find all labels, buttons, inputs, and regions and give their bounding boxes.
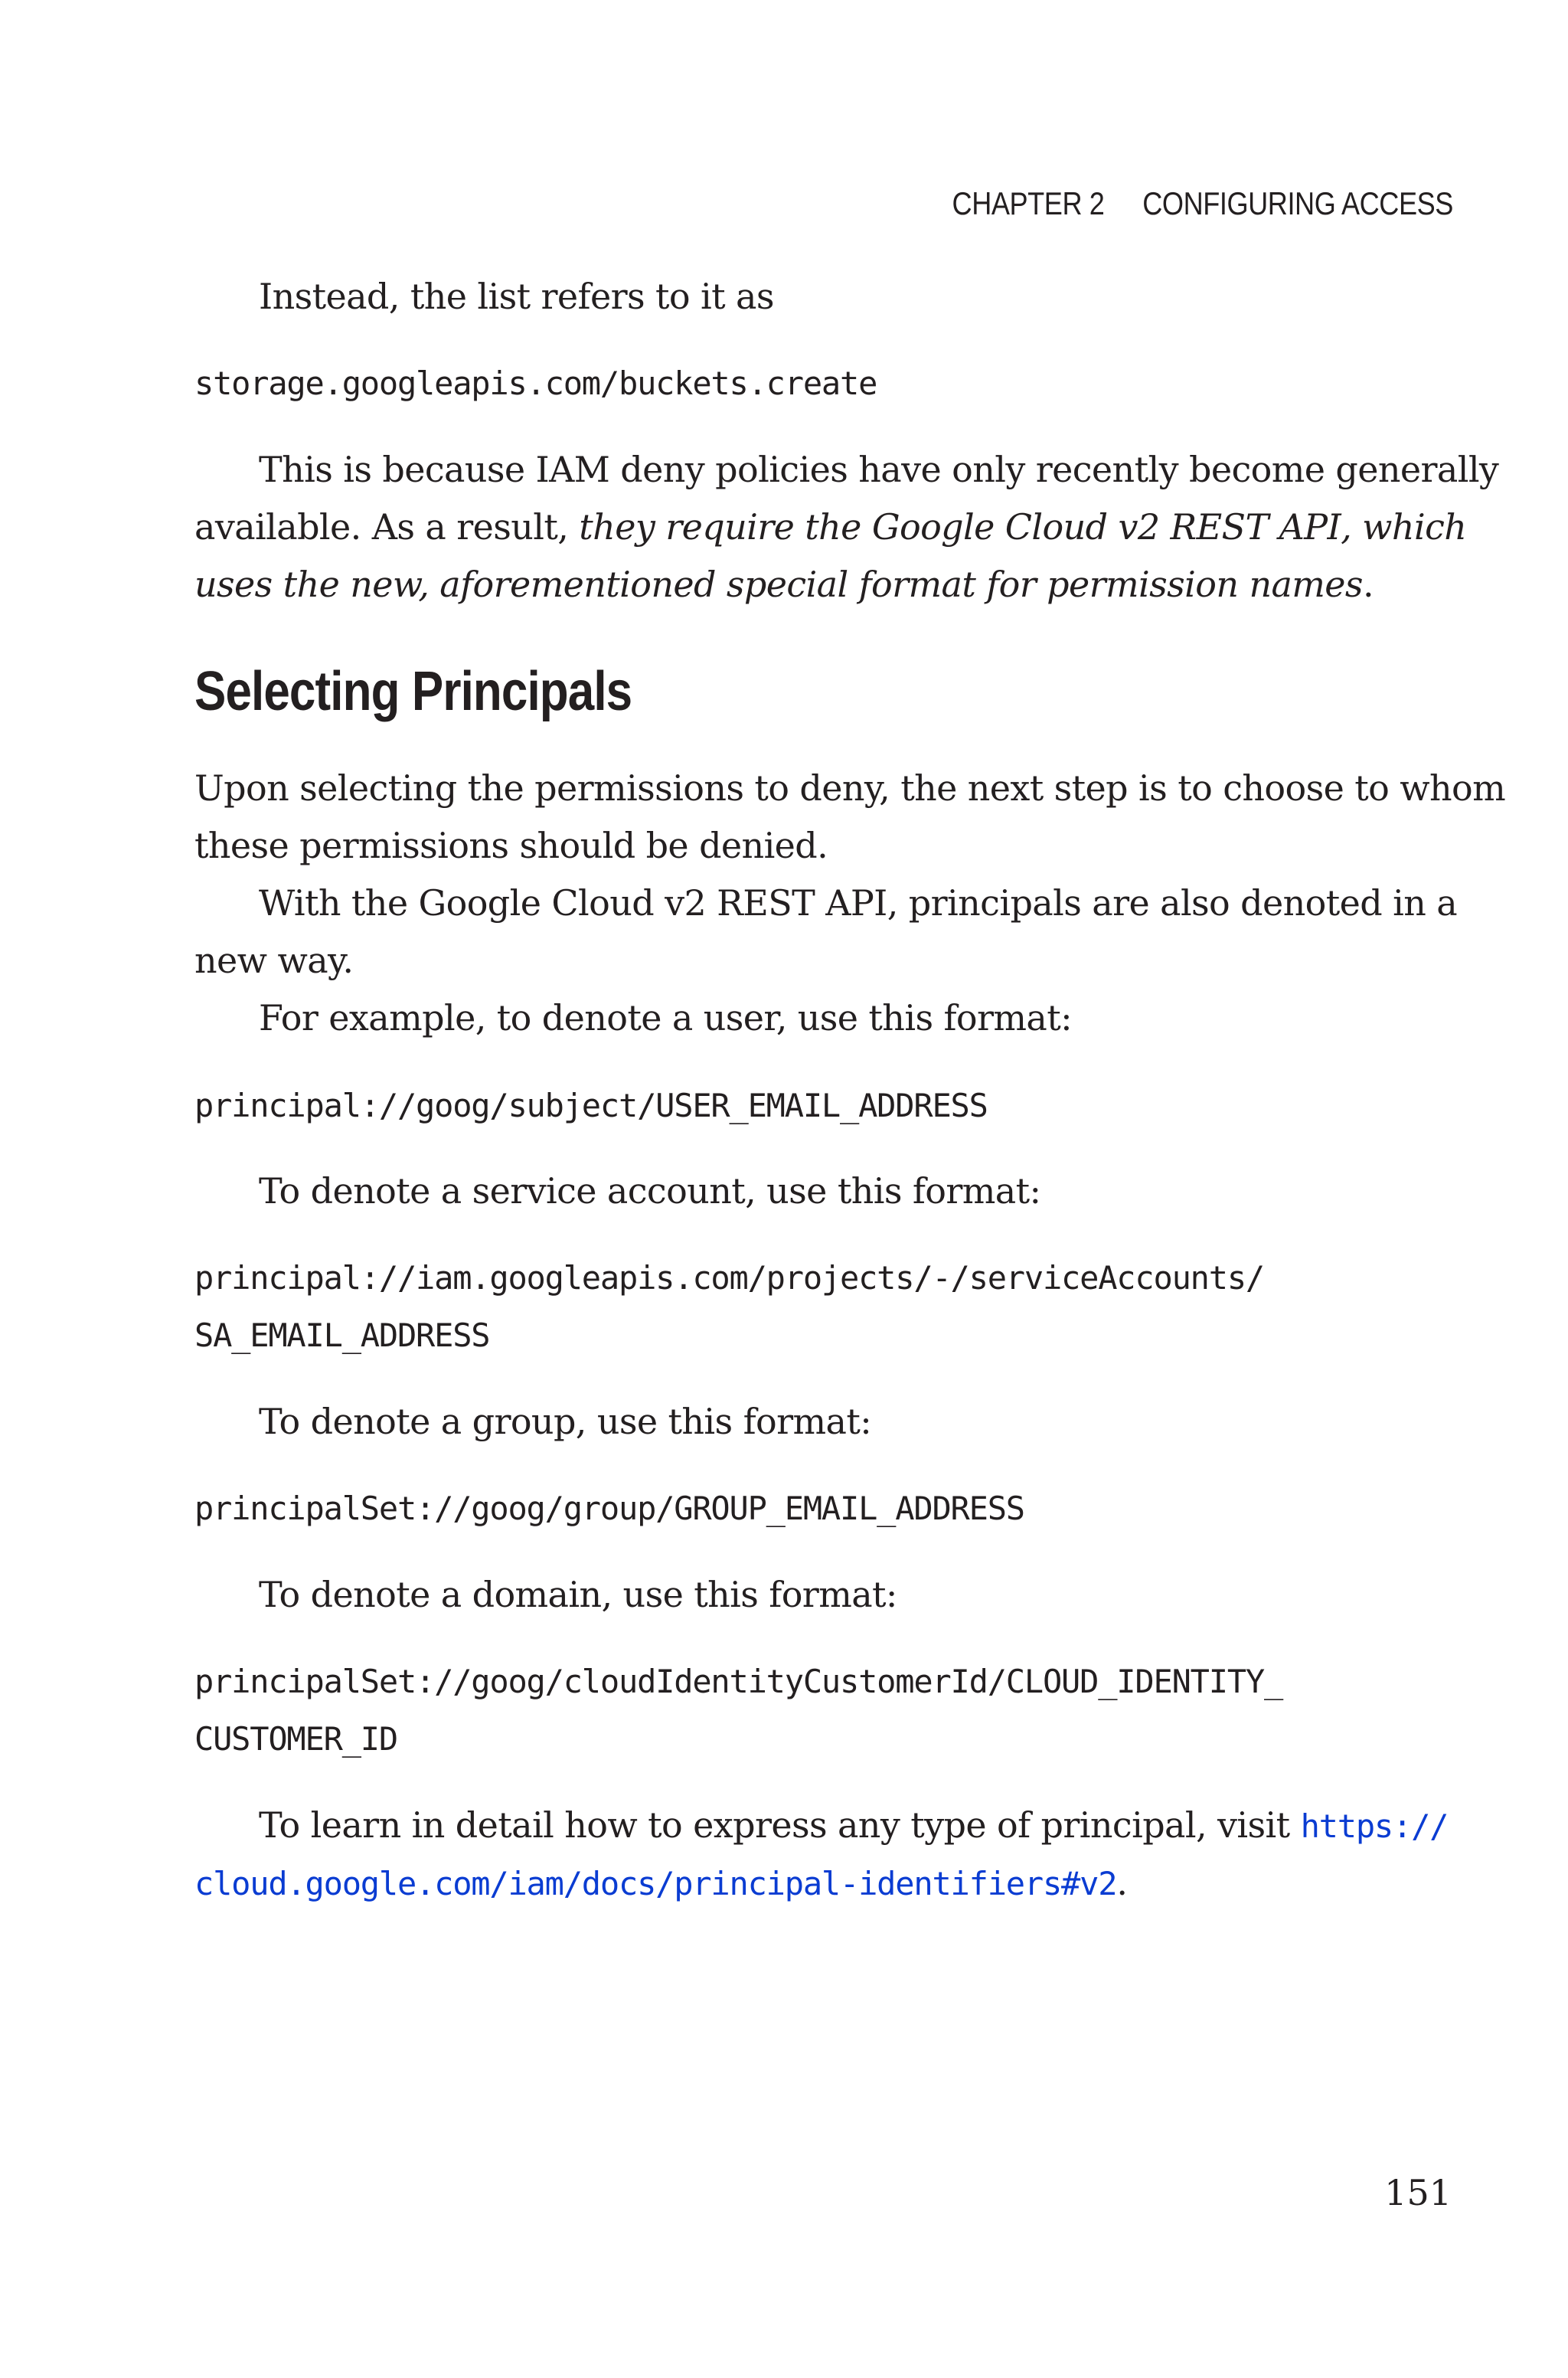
paragraph-group: To denote a group, use this format: xyxy=(259,1401,872,1442)
chapter-title: CONFIGURING ACCESS xyxy=(1142,185,1453,221)
paragraph-domain: To denote a domain, use this format: xyxy=(259,1574,897,1615)
paragraph-upon-line2: these permissions should be denied. xyxy=(194,825,828,866)
paragraph-service-account: To denote a service account, use this format: xyxy=(259,1170,1041,1212)
code-sa-principal-line1: principal://iam.googleapis.com/projects/-/serviceAccounts/ xyxy=(194,1259,1264,1297)
paragraph-because-plain: available. As a result, xyxy=(194,506,580,548)
page-number: 151 xyxy=(1384,2172,1452,2213)
paragraph-because-period: . xyxy=(1362,564,1374,605)
paragraph-because-italic-cont: uses the new, aforementioned special format for permission names xyxy=(194,564,1363,605)
code-domain-principal-line1: principalSet://goog/cloudIdentityCustomerId/CLOUD_IDENTITY_ xyxy=(194,1663,1283,1700)
paragraph-because-line1: This is because IAM deny policies have only recently become generally xyxy=(259,449,1499,490)
code-user-principal: principal://goog/subject/USER_EMAIL_ADDRESS xyxy=(194,1087,988,1124)
paragraph-learn-text: To learn in detail how to express any type of principal, visit xyxy=(259,1804,1301,1846)
paragraph-user: For example, to denote a user, use this format: xyxy=(259,997,1073,1039)
paragraph-learn-line2 xyxy=(194,1854,1453,1912)
principal-identifiers-link[interactable]: https:// xyxy=(1300,1807,1449,1845)
section-heading: Selecting Principals xyxy=(194,661,632,722)
paragraph-learn-line1 xyxy=(259,1797,1517,1855)
principal-identifiers-link-cont[interactable]: cloud.google.com/iam/docs/principal-identifiers#v2 xyxy=(194,1865,1117,1902)
running-head xyxy=(952,185,1453,222)
code-buckets-create: storage.googleapis.com/buckets.create xyxy=(194,365,877,402)
code-group-principal: principalSet://goog/group/GROUP_EMAIL_ADDRESS xyxy=(194,1490,1024,1527)
paragraph-because-italic: they require the Google Cloud v2 REST API, which xyxy=(579,506,1467,548)
paragraph-because-line3 xyxy=(194,556,1453,613)
code-domain-principal-line2: CUSTOMER_ID xyxy=(194,1720,397,1758)
paragraph-v2-line1: With the Google Cloud v2 REST API, principals are also denoted in a xyxy=(259,882,1458,924)
paragraph-upon-line1: Upon selecting the permissions to deny, the next step is to choose to whom xyxy=(194,767,1506,809)
chapter-label: CHAPTER 2 xyxy=(952,185,1105,221)
paragraph-instead: Instead, the list refers to it as xyxy=(259,276,774,317)
paragraph-v2-line2: new way. xyxy=(194,940,354,981)
paragraph-because-line2 xyxy=(194,499,1467,556)
code-sa-principal-line2: SA_EMAIL_ADDRESS xyxy=(194,1317,490,1354)
paragraph-learn-period: . xyxy=(1116,1862,1128,1903)
